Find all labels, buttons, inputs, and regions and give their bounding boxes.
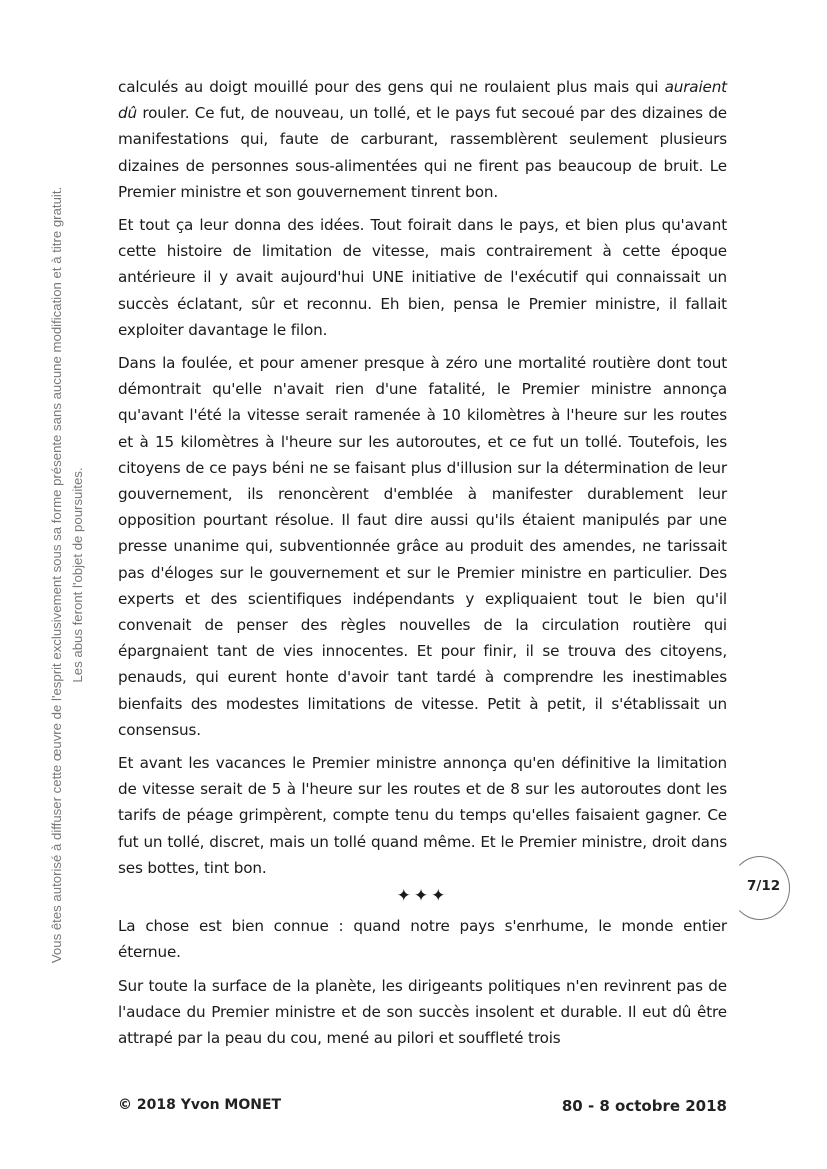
article-body [118, 74, 727, 1058]
section-separator: ✦✦✦ [396, 886, 449, 907]
paragraph-1-text-b: rouler. Ce fut, de nouveau, un tollé, et le pays fut secoué par des dizaines de manifestations qui, faute de carburant, rassemblèrent seulement plusieurs dizaines de personnes sous-alimentées qui ne firent pas beaucoup de bruit. Le Premier ministre et son gouvernement tinrent bon. [118, 104, 727, 201]
paragraph-3: Dans la foulée, et pour amener presque à zéro une mortalité routière dont tout démontrait qu'elle n'avait rien d'une fatalité, le Premier ministre annonça qu'avant l'été la vitesse serait ramenée à 10 kilomètres à l'heure sur les routes et à 15 kilomètres à l'heure sur les autoroutes, et ce fut un tollé. Toutefois, les citoyens de ce pays béni ne se faisant plus d'illusion sur la détermination de leur gouvernement, ils renoncèrent d'emblée à manifester durablement leur opposition pourtant résolue. Il faut dire aussi qu'ils étaient manipulés par une presse unanime qui, subventionnée grâce au produit des amendes, ne tarissait pas d'éloges sur le gouvernement et sur le Premier ministre en particulier. Des experts et des scientifiques indépendants y expliquaient tout le bien qu'il convenait de penser des règles nouvelles de la circulation routière qui épargnaient tant de vies innocentes. Et pour finir, il se trouva des citoyens, penauds, qui eurent honte d'avoir tant tardé à comprendre les inestimables bienfaits des modestes limitations de vitesse. Petit à petit, il s'établissait un consensus. [118, 354, 727, 739]
copyright-notice-vertical [46, 95, 88, 1055]
footer-copyright: © 2018 Yvon MONET [118, 1097, 282, 1113]
paragraph-5: La chose est bien connue : quand notre pays s'enrhume, le monde entier éternue. [118, 917, 727, 962]
paragraph-6: Sur toute la surface de la planète, les dirigeants politiques n'en revinrent pas de l'audace du Premier ministre et de son succès insolent et durable. Il eut dû être attrapé par la peau du cou, mené au pilori et souffleté trois [118, 976, 727, 1047]
copyright-notice-line-2: Les abus feront l'objet de poursuites. [70, 467, 85, 683]
paragraph-1 [118, 74, 727, 205]
paragraph-4: Et avant les vacances le Premier ministre annonça qu'en définitive la limitation de vitesse serait de 5 à l'heure sur les routes et de 8 sur les autoroutes dont les tarifs de péage grimpèrent, compte tenu du temps qu'elles faisaient gagner. Ce fut un tollé, discret, mais un tollé quand même. Et le Premier ministre, droit dans ses bottes, tint bon. [118, 754, 727, 877]
paragraph-1-emphasis: auraient dû [118, 78, 727, 123]
paragraph-2: Et tout ça leur donna des idées. Tout foirait dans le pays, et bien plus qu'avant cette histoire de limitation de vitesse, mais contrairement à cette époque antérieure il y avait aujourd'hui UNE initiative de l'exécutif qui connaissait un succès éclatant, sûr et reconnu. Eh bien, pensa le Premier ministre, il fallait exploiter davantage le filon. [118, 216, 727, 339]
footer-issue: 80 - 8 octobre 2018 [561, 1097, 727, 1115]
copyright-notice-line-1: Vous êtes autorisé à diffuser cette œuvre de l'esprit exclusivement sous sa forme présente sans aucune modification et à titre gratuit. [49, 186, 64, 964]
page-number: 7/12 [747, 878, 781, 894]
paragraph-1-text-a: calculés au doigt mouillé pour des gens qui ne roulaient plus mais qui [118, 78, 665, 96]
